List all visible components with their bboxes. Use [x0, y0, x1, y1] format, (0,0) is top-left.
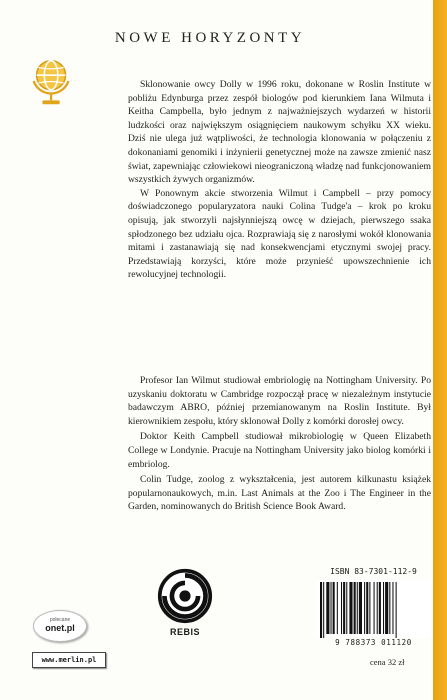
barcode-icon [316, 580, 431, 638]
isbn-text: ISBN 83-7301-112-9 [330, 567, 417, 576]
badge-top-label: polecane [49, 617, 71, 623]
publisher-logo-icon [157, 568, 213, 624]
price-label: cena 32 zł [370, 657, 405, 667]
author-bios [128, 374, 431, 514]
author-bio-paragraph: Profesor Ian Wilmut studiował embriologię na Nottingham University. Po uzyskaniu doktoratu w Cambridge rozpoczął pracę w niezależnym instytucie badawczym ABRO, później przemianowanym na Roslin Institute. Był kierownikiem zespołu, który sklonował Dolly z komórki dorosłej owcy. [128, 375, 431, 427]
globe-icon [24, 52, 82, 110]
badge-name: onet.pl [45, 623, 75, 633]
website-sticker: www.merlin.pl [32, 652, 106, 668]
series-title: NOWE HORYZONTY [114, 30, 306, 46]
description-paragraph: W Ponownym akcie stworzenia Wilmut i Campbell – przy pomocy doświadczonego popularyzatora nauki Colina Tudge'a – krok po kroku opisują, jak stworzyli najsłynniejszą owcę w dziejach, pierwszego ssaka spłodzonego bez udziału ojca. Rozprawiają się z narosłymi wokół klonowania mitami i zastanawiają się nad konsekwencjami etycznymi swojej pracy. Przedstawiają korzyści, które może przynieść upowszechnienie ich rewolucyjnej technologii. [128, 187, 431, 281]
barcode-number: 9 788373 011120 [335, 638, 412, 647]
author-bio-paragraph: Colin Tudge, zoolog z wykształcenia, jest autorem kilkunastu książek popularnonaukowych, m.in. Last Animals at the Zoo i The Engineer in the Garden, nominowanych do British Science Book Award. [128, 474, 431, 513]
onet-badge [33, 610, 87, 642]
description-paragraph: Sklonowanie owcy Dolly w 1996 roku, dokonane w Roslin Institute w pobliżu Edynburga przez zespół biologów pod kierunkiem Iana Wilmuta i Keitha Campbella, było jednym z najważniejszych wydarzeń w historii ludzkości oraz największym osiągnięciem naukowym schyłku XX wieku. Dziś nie ulega już wątpliwości, że technologia klonowania w połączeniu z dokonaniami genomiki i inżynierii genetycznej może na zawsze zmienić nasz świat, zapewniając człowiekowi nieograniczoną władzę nad funkcjonowaniem wszystkich żywych organizmów. [128, 79, 431, 186]
publisher-name: REBIS [169, 627, 200, 637]
orange-edge-band [433, 0, 447, 700]
author-bio-paragraph: Doktor Keith Campbell studiował mikrobiologię w Queen Elizabeth College w Londynie. Pracuje na Nottingham University jako biolog komórki i embriolog. [128, 431, 431, 470]
description-text [128, 78, 431, 282]
